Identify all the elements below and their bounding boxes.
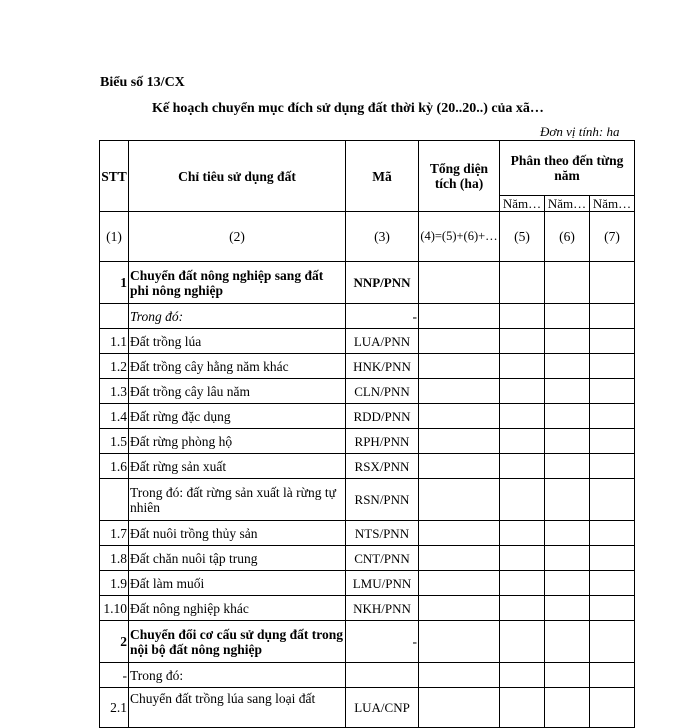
row-stt: 1.2 (100, 354, 129, 379)
row-stt: 2 (100, 621, 129, 663)
row-indicator: Chuyển đất trồng lúa sang loại đất (129, 688, 346, 728)
form-code: Biểu số 13/CX (100, 75, 185, 90)
row-stt: 1.8 (100, 546, 129, 571)
col-header-stt: STT (100, 141, 129, 212)
table-row (100, 354, 635, 379)
col-header-indicator: Chỉ tiêu sử dụng đất (129, 141, 346, 212)
row-stt (100, 479, 129, 521)
header-row (100, 141, 635, 196)
row-stt: 1.10 (100, 596, 129, 621)
row-code: CNT/PNN (346, 546, 419, 571)
row-indicator: Đất nông nghiệp khác (129, 596, 346, 621)
row-code: RSX/PNN (346, 454, 419, 479)
col-header-year: Năm… (500, 196, 545, 212)
table-row (100, 663, 635, 688)
row-code: RPH/PNN (346, 429, 419, 454)
col-number: (5) (500, 212, 545, 262)
row-code: NKH/PNN (346, 596, 419, 621)
table-row (100, 621, 635, 663)
table-row (100, 379, 635, 404)
col-header-total: Tổng diện tích (ha) (419, 141, 500, 212)
table-row (100, 571, 635, 596)
row-code: NNP/PNN (346, 262, 419, 304)
land-use-plan-table (99, 140, 635, 728)
row-code: CLN/PNN (346, 379, 419, 404)
col-number: (3) (346, 212, 419, 262)
row-indicator: Đất chăn nuôi tập trung (129, 546, 346, 571)
row-code: LUA/CNP (346, 688, 419, 728)
table-row (100, 329, 635, 354)
row-indicator: Đất nuôi trồng thủy sản (129, 521, 346, 546)
col-header-distribution: Phân theo đến từng năm (500, 141, 635, 196)
row-indicator: Trong đó: đất rừng sản xuất là rừng tự nhiên (129, 479, 346, 521)
row-indicator: Đất rừng phòng hộ (129, 429, 346, 454)
col-number: (1) (100, 212, 129, 262)
row-code: - (346, 621, 419, 663)
table-row (100, 479, 635, 521)
row-code: - (346, 304, 419, 329)
row-indicator: Đất rừng đặc dụng (129, 404, 346, 429)
row-stt: - (100, 663, 129, 688)
row-stt: 2.1 (100, 688, 129, 728)
row-stt: 1.6 (100, 454, 129, 479)
col-number: (4)=(5)+(6)+… (419, 212, 500, 262)
row-stt: 1.7 (100, 521, 129, 546)
table-row (100, 304, 635, 329)
row-indicator: Đất trồng cây lâu năm (129, 379, 346, 404)
row-code: NTS/PNN (346, 521, 419, 546)
row-stt: 1 (100, 262, 129, 304)
row-stt (100, 304, 129, 329)
row-stt: 1.5 (100, 429, 129, 454)
table-row (100, 429, 635, 454)
col-number: (7) (590, 212, 635, 262)
col-header-year: Năm… (590, 196, 635, 212)
table-row (100, 688, 635, 728)
row-indicator: Đất rừng sản xuất (129, 454, 346, 479)
row-indicator: Trong đó: (129, 663, 346, 688)
row-indicator: Chuyển đổi cơ cấu sử dụng đất trong nội bộ đất nông nghiệp (129, 621, 346, 663)
col-header-year: Năm… (545, 196, 590, 212)
row-indicator: Trong đó: (129, 304, 346, 329)
column-number-row (100, 212, 635, 262)
row-stt: 1.9 (100, 571, 129, 596)
row-code (346, 663, 419, 688)
table-row (100, 521, 635, 546)
row-indicator: Chuyển đất nông nghiệp sang đất phi nông nghiệp (129, 262, 346, 304)
document-title: Kế hoạch chuyển mục đích sử dụng đất thời kỳ (20..20..) của xã… (152, 101, 544, 116)
row-code: RSN/PNN (346, 479, 419, 521)
col-number: (6) (545, 212, 590, 262)
table-row (100, 262, 635, 304)
row-stt: 1.3 (100, 379, 129, 404)
col-header-code: Mã (346, 141, 419, 212)
table-row (100, 454, 635, 479)
table-row (100, 596, 635, 621)
row-indicator: Đất trồng lúa (129, 329, 346, 354)
row-indicator: Đất làm muối (129, 571, 346, 596)
row-stt: 1.1 (100, 329, 129, 354)
row-stt: 1.4 (100, 404, 129, 429)
row-code: LMU/PNN (346, 571, 419, 596)
row-indicator: Đất trồng cây hằng năm khác (129, 354, 346, 379)
unit-label: Đơn vị tính: ha (540, 124, 620, 139)
row-code: RDD/PNN (346, 404, 419, 429)
row-code: LUA/PNN (346, 329, 419, 354)
table-row (100, 404, 635, 429)
col-number: (2) (129, 212, 346, 262)
table-row (100, 546, 635, 571)
row-code: HNK/PNN (346, 354, 419, 379)
